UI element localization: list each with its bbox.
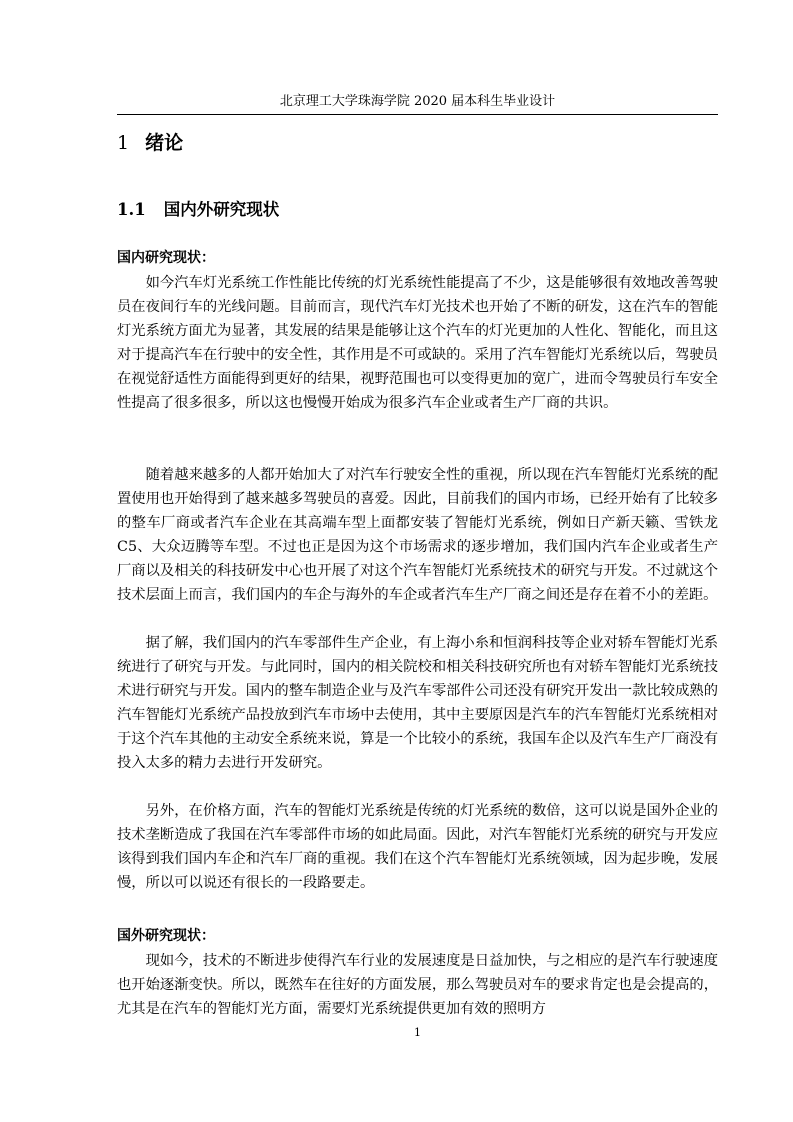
chapter-title: 绪论 xyxy=(145,132,184,154)
domestic-research-heading: 国内研究现状： xyxy=(117,250,215,266)
section-title: 国内外研究现状 xyxy=(163,200,280,219)
header-rule xyxy=(117,114,718,115)
domestic-paragraph-1: 如今汽车灯光系统工作性能比传统的灯光系统性能提高了不少，这是能够很有效地改善驾驶员在夜间行车的光线问题。目前而言，现代汽车灯光技术也开始了不断的研发，这在汽车的智能灯光系统方面尤为显著，其发展的结果是能够让这个汽车的灯光更加的人性化、智能化，而且这对于提高汽车在行驶中的安全性，其作用是不可或缺的。采用了汽车智能灯光系统以后，驾驶员在视觉舒适性方面能得到更好的结果，视野范围也可以变得更加的宽广，进而令驾驶员行车安全性提高了很多很多，所以这也慢慢开始成为很多汽车企业或者生产厂商的共识。 xyxy=(117,275,718,411)
section-number: 1.1 xyxy=(117,200,146,219)
domestic-paragraph-2: 随着越来越多的人都开始加大了对汽车行驶安全性的重视，所以现在汽车智能灯光系统的配置使用也开始得到了越来越多驾驶员的喜爱。因此，目前我们的国内市场，已经开始有了比较多的整车厂商或者汽车企业在其高端车型上面都安装了智能灯光系统，例如日产新天籁、雪铁龙 C5、大众迈腾等车型。不过也正是因为这个市场需求的逐步增加，我们国内汽车企业或者生产厂商以及相关的科技研发中心也开展了对这个汽车智能灯光系统技术的研究与开发。不过就这个技术层面上而言，我们国内的车企与海外的车企或者汽车生产厂商之间还是存在着不小的差距。 xyxy=(117,467,718,603)
chapter-heading xyxy=(117,128,183,158)
foreign-paragraph-1: 现如今，技术的不断进步使得汽车行业的发展速度是日益加快，与之相应的是汽车行驶速度也开始逐渐变快。所以，既然车在往好的方面发展，那么驾驶员对车的要求肯定也是会提高的，尤其是在汽车的智能灯光方面，需要灯光系统提供更加有效的照明方 xyxy=(117,953,718,1017)
domestic-paragraph-3: 据了解，我们国内的汽车零部件生产企业，有上海小糸和恒润科技等企业对轿车智能灯光系统进行了研究与开发。与此同时，国内的相关院校和相关科技研究所也有对轿车智能灯光系统技术进行研究与开发。国内的整车制造企业与及汽车零部件公司还没有研究开发出一款比较成熟的汽车智能灯光系统产品投放到汽车市场中去使用，其中主要原因是汽车的汽车智能灯光系统相对于这个汽车其他的主动安全系统来说，算是一个比较小的系统，我国车企以及汽车生产厂商没有投入太多的精力去进行开发研究。 xyxy=(117,635,718,771)
foreign-research-heading: 国外研究现状： xyxy=(117,928,215,944)
running-header: 北京理工大学珠海学院 2020 届本科生毕业设计 xyxy=(279,94,556,109)
domestic-paragraph-4: 另外，在价格方面，汽车的智能灯光系统是传统的灯光系统的数倍，这可以说是国外企业的技术垄断造成了我国在汽车零部件市场的如此局面。因此，对汽车智能灯光系统的研究与开发应该得到我们国内车企和汽车厂商的重视。我们在这个汽车智能灯光系统领域，因为起步晚，发展慢，所以可以说还有很长的一段路要走。 xyxy=(117,803,718,891)
section-heading xyxy=(117,196,279,224)
chapter-number: 1 xyxy=(117,132,130,154)
page-number: 1 xyxy=(414,1026,421,1039)
